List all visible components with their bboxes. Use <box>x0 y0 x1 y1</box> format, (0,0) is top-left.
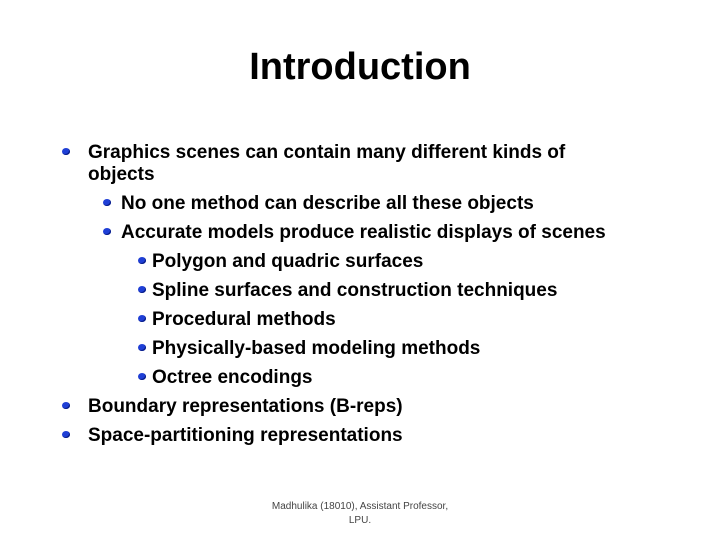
bullet-item <box>88 142 565 164</box>
bullet-item <box>88 396 403 418</box>
bullet-dot-icon <box>103 199 111 206</box>
bullet-text: Graphics scenes can contain many different kinds of <box>88 142 566 163</box>
bullet-text: Accurate models produce realistic displays of scenes <box>121 222 606 243</box>
slide-title: Introduction <box>249 46 471 88</box>
bullet-dot-icon <box>62 431 70 438</box>
bullet-dot-icon <box>62 402 70 409</box>
bullet-dot-icon <box>138 257 146 264</box>
bullet-dot-icon <box>62 148 70 155</box>
bullet-text: Boundary representations (B-reps) <box>88 396 403 417</box>
bullet-text: Polygon and quadric surfaces <box>152 251 424 272</box>
bullet-dot-icon <box>103 228 111 235</box>
bullet-item <box>152 338 480 360</box>
bullet-text: Octree encodings <box>152 367 313 388</box>
bullet-item <box>152 309 336 331</box>
bullet-dot-icon <box>138 315 146 322</box>
slide-footer <box>240 500 480 528</box>
bullet-item <box>88 425 403 447</box>
bullet-text: No one method can describe all these objects <box>121 193 534 214</box>
bullet-dot-icon <box>138 344 146 351</box>
footer-line: LPU. <box>348 515 372 526</box>
bullet-dot-icon <box>138 286 146 293</box>
footer-line: Madhulika (18010), Assistant Professor, <box>271 501 449 512</box>
bullet-text: Spline surfaces and construction techniques <box>152 280 558 301</box>
bullet-item <box>152 367 313 389</box>
bullet-text: Procedural methods <box>152 309 336 330</box>
bullet-item <box>121 193 534 215</box>
bullet-item <box>152 251 423 273</box>
bullet-text: Physically-based modeling methods <box>152 338 481 359</box>
bullet-item <box>152 280 557 302</box>
bullet-dot-icon <box>138 373 146 380</box>
bullet-item <box>121 222 606 244</box>
bullet-text: Space-partitioning representations <box>88 425 403 446</box>
bullet-continuation: objects <box>88 164 155 185</box>
